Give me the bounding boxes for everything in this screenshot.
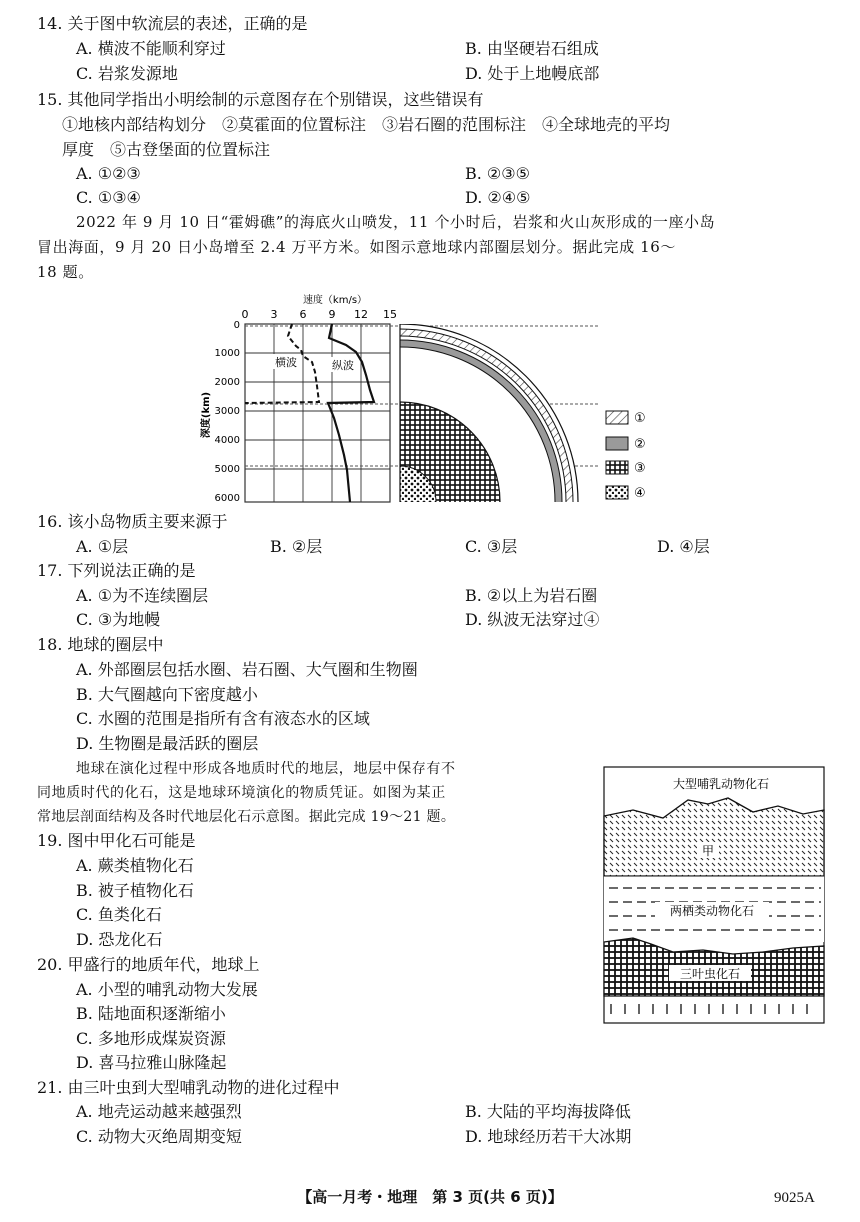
q21-option-b[interactable]: B. 大陆的平均海拔降低 bbox=[465, 1102, 631, 1121]
depth-tick: 6000 bbox=[214, 493, 240, 504]
question-20-stem: 20. 甲盛行的地质年代，地球上 bbox=[37, 955, 260, 974]
page-code: 9025A bbox=[774, 1190, 815, 1206]
depth-tick: 4000 bbox=[214, 435, 240, 446]
q20-option-d[interactable]: D. 喜马拉雅山脉隆起 bbox=[76, 1053, 227, 1072]
q19-option-b[interactable]: B. 被子植物化石 bbox=[76, 881, 194, 900]
q16-option-d[interactable]: D. ④层 bbox=[657, 537, 710, 556]
question-17-stem: 17. 下列说法正确的是 bbox=[37, 561, 196, 580]
label-large-mammal-fossil: 大型哺乳动物化石 bbox=[672, 777, 770, 791]
question-21-stem: 21. 由三叶虫到大型哺乳动物的进化过程中 bbox=[37, 1078, 340, 1097]
q15-option-b[interactable]: B. ②③⑤ bbox=[465, 164, 530, 183]
label-amphibian-fossil: 两栖类动物化石 bbox=[669, 904, 755, 918]
depth-axis-label: 深度(km) bbox=[201, 391, 212, 439]
q21-option-a[interactable]: A. 地壳运动越来越强烈 bbox=[76, 1102, 242, 1121]
depth-tick: 2000 bbox=[214, 377, 240, 388]
q21-option-d[interactable]: D. 地球经历若干大冰期 bbox=[465, 1127, 632, 1146]
q16-option-b[interactable]: B. ②层 bbox=[270, 537, 323, 556]
question-15-stem: 15. 其他同学指出小明绘制的示意图存在个别错误，这些错误有 bbox=[37, 90, 484, 109]
question-19-stem: 19. 图中甲化石可能是 bbox=[37, 831, 196, 850]
q16-option-a[interactable]: A. ①层 bbox=[76, 537, 129, 556]
q17-option-c[interactable]: C. ③为地幔 bbox=[76, 610, 161, 629]
legend-item-1: ① bbox=[634, 411, 646, 426]
q14-option-c[interactable]: C. 岩浆发源地 bbox=[76, 64, 178, 83]
speed-tick: 3 bbox=[270, 308, 278, 321]
q14-option-a[interactable]: A. 横波不能顺利穿过 bbox=[76, 39, 226, 58]
q14-option-b[interactable]: B. 由坚硬岩石组成 bbox=[465, 39, 599, 58]
q20-option-a[interactable]: A. 小型的哺乳动物大发展 bbox=[76, 980, 258, 999]
page-footer-title: 【高一月考・地理 第 3 页(共 6 页)】 bbox=[297, 1188, 563, 1206]
speed-axis-title: 速度（km/s） bbox=[302, 295, 368, 306]
q18-option-b[interactable]: B. 大气圈越向下密度越小 bbox=[76, 685, 258, 704]
q17-option-a[interactable]: A. ①为不连续圈层 bbox=[76, 586, 209, 605]
q21-option-c[interactable]: C. 动物大灭绝周期变短 bbox=[76, 1127, 242, 1146]
depth-tick: 5000 bbox=[214, 464, 240, 475]
label-jia: 甲 bbox=[701, 844, 715, 858]
q19-option-c[interactable]: C. 鱼类化石 bbox=[76, 905, 162, 924]
question-14-stem: 14. 关于图中软流层的表述，正确的是 bbox=[37, 14, 308, 33]
q18-option-d[interactable]: D. 生物圈是最活跃的圈层 bbox=[76, 734, 259, 753]
q15-option-d[interactable]: D. ②④⑤ bbox=[465, 188, 531, 207]
p-wave-label: 纵波 bbox=[332, 359, 354, 372]
depth-tick: 1000 bbox=[214, 348, 240, 359]
speed-tick: 9 bbox=[328, 308, 336, 321]
question-18-stem: 18. 地球的圈层中 bbox=[37, 635, 164, 654]
q15-items-line2: 厚度 ⑤古登堡面的位置标注 bbox=[62, 140, 271, 159]
q14-option-d[interactable]: D. 处于上地幔底部 bbox=[465, 64, 600, 83]
passage1-line2: 冒出海面，9 月 20 日小岛增至 2.4 万平方米。如图示意地球内部圈层划分。据此完成 16～ bbox=[37, 238, 676, 256]
q19-option-a[interactable]: A. 蕨类植物化石 bbox=[76, 856, 194, 875]
q15-option-a[interactable]: A. ①②③ bbox=[76, 164, 141, 183]
depth-tick: 0 bbox=[233, 320, 240, 331]
passage2-line1: 地球在演化过程中形成各地质时代的地层，地层中保存有不 bbox=[76, 761, 456, 777]
legend-item-4: ④ bbox=[634, 486, 646, 501]
passage2-line3: 常地层剖面结构及各时代地层化石示意图。据此完成 19～21 题。 bbox=[37, 809, 456, 825]
q17-option-d[interactable]: D. 纵波无法穿过④ bbox=[465, 610, 600, 629]
depth-tick: 3000 bbox=[214, 406, 240, 417]
q18-option-c[interactable]: C. 水圈的范围是指所有含有液态水的区域 bbox=[76, 709, 370, 728]
legend-item-3: ③ bbox=[634, 461, 646, 476]
q15-option-c[interactable]: C. ①③④ bbox=[76, 188, 141, 207]
q20-option-c[interactable]: C. 多地形成煤炭资源 bbox=[76, 1029, 226, 1048]
q16-option-c[interactable]: C. ③层 bbox=[465, 537, 518, 556]
q15-items-line1: ①地核内部结构划分 ②莫霍面的位置标注 ③岩石圈的范围标注 ④全球地壳的平均 bbox=[62, 115, 671, 134]
q18-option-a[interactable]: A. 外部圈层包括水圈、岩石圈、大气圈和生物圈 bbox=[76, 660, 418, 679]
earth-interior-figure bbox=[200, 290, 660, 506]
speed-tick: 15 bbox=[383, 308, 397, 321]
figure-legend bbox=[606, 411, 646, 501]
p-wave-curve bbox=[328, 324, 374, 502]
question-16-stem: 16. 该小岛物质主要来源于 bbox=[37, 512, 228, 531]
legend-item-2: ② bbox=[634, 437, 646, 452]
s-wave-label: 横波 bbox=[275, 356, 297, 369]
strata-profile-figure bbox=[603, 766, 825, 1024]
passage1-line1: 2022 年 9 月 10 日“霍姆礁”的海底火山喷发，11 个小时后，岩浆和火山灰形成的一座小岛 bbox=[76, 213, 716, 231]
speed-tick: 0 bbox=[241, 308, 249, 321]
label-trilobite-fossil: 三叶虫化石 bbox=[679, 967, 741, 981]
q20-option-b[interactable]: B. 陆地面积逐渐缩小 bbox=[76, 1004, 226, 1023]
passage1-line3: 18 题。 bbox=[37, 263, 94, 281]
q19-option-d[interactable]: D. 恐龙化石 bbox=[76, 930, 163, 949]
passage2-line2: 同地质时代的化石，这是地球环境演化的物质凭证。如图为某正 bbox=[37, 785, 446, 801]
q17-option-b[interactable]: B. ②以上为岩石圈 bbox=[465, 586, 598, 605]
speed-tick: 12 bbox=[354, 308, 368, 321]
speed-tick: 6 bbox=[299, 308, 307, 321]
